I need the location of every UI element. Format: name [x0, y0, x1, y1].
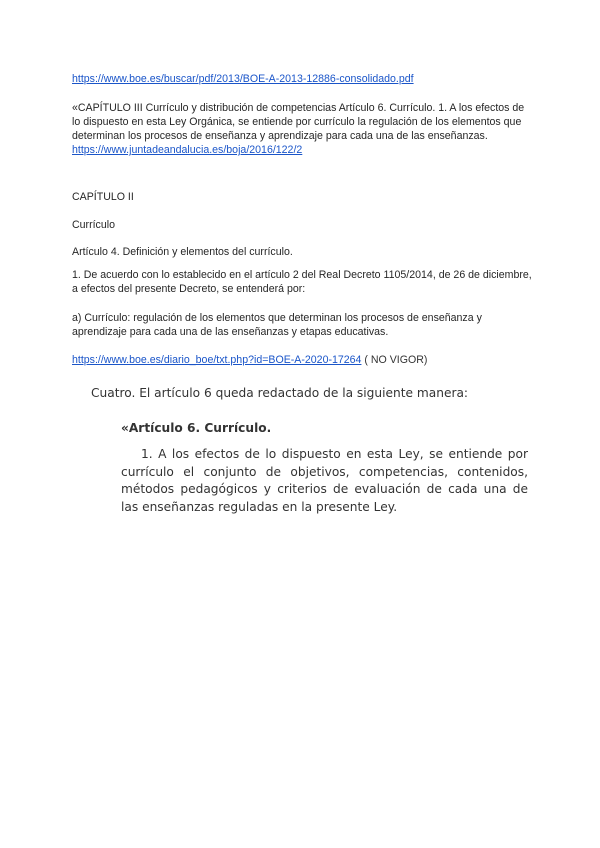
lomloe-article-heading: «Artículo 6. Currículo.	[121, 421, 272, 435]
decree-paragraph-1: 1. De acuerdo con lo establecido en el artículo 2 del Real Decreto 1105/2014, de 26 de diciembre, a efectos del presente Decreto, se entenderá por:	[72, 269, 532, 295]
lomce-excerpt-text: «CAPÍTULO III Currículo y distribución de competencias Artículo 6. Currículo. 1. A los efectos de lo dispuesto en esta Ley Orgánica, se entiende por currículo la regulación de los elementos que determinan los procesos de enseñanza y aprendizaje para cada una de las enseñanzas.	[72, 102, 525, 142]
decree-paragraph-a: a) Currículo: regulación de los elementos que determinan los procesos de enseñanza y aprendizaje para cada una de las enseñanzas y etapas educativas.	[72, 312, 482, 338]
boe-2020-link[interactable]: https://www.boe.es/diario_boe/txt.php?id=BOE-A-2020-17264	[72, 354, 362, 366]
decree-article-title: Artículo 4. Definición y elementos del currículo.	[72, 246, 293, 258]
lomloe-article-body: 1. A los efectos de lo dispuesto en esta Ley, se entiende por currículo el conjunto de objetivos, competencias, contenidos, métodos pedagógicos y criterios de evaluación de cada una de las enseñanzas reguladas en la presente Ley.	[121, 447, 528, 514]
boe-2020-link-line	[72, 353, 532, 367]
in-force-note: ( NO VIGOR)	[361, 354, 428, 366]
junta-2016-link[interactable]: https://www.juntadeandalucia.es/boja/2016/122/2	[72, 144, 303, 156]
lomloe-intro: Cuatro. El artículo 6 queda redactado de la siguiente manera:	[91, 386, 469, 400]
lomce-excerpt	[72, 101, 532, 157]
decree-chapter: CAPÍTULO II	[72, 191, 134, 203]
boe-2013-link[interactable]: https://www.boe.es/buscar/pdf/2013/BOE-A-2013-12886-consolidado.pdf	[72, 73, 414, 85]
decree-section: Currículo	[72, 219, 115, 231]
boe-2013-link-line	[72, 72, 532, 86]
